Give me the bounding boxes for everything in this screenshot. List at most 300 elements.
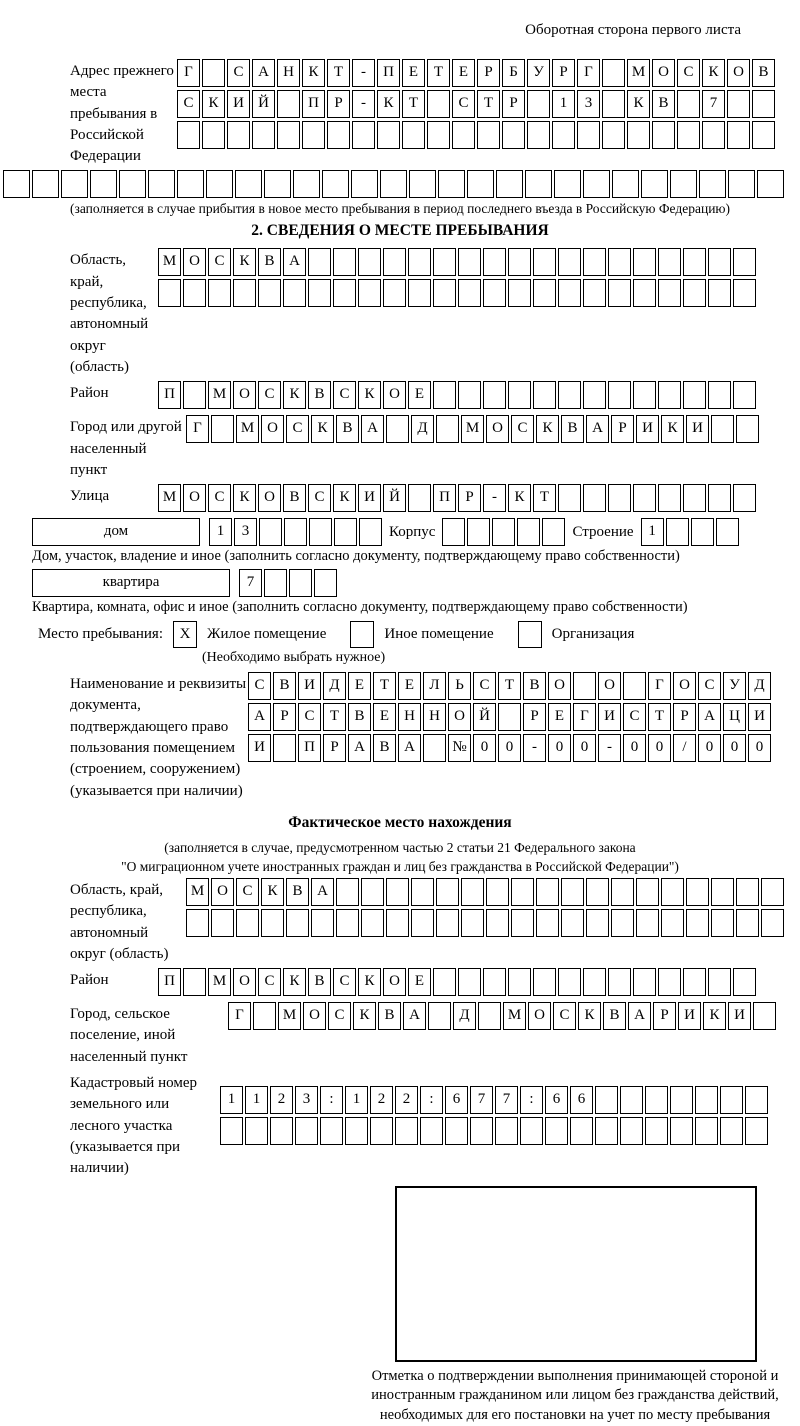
char-box: :	[420, 1086, 443, 1114]
char-box: П	[298, 734, 321, 762]
char-box: В	[283, 484, 306, 512]
char-box: О	[261, 415, 284, 443]
char-box	[438, 170, 465, 198]
char-box: К	[283, 968, 306, 996]
char-box	[345, 1117, 368, 1145]
char-box	[386, 415, 409, 443]
char-box	[483, 279, 506, 307]
char-box	[683, 381, 706, 409]
char-box: -	[523, 734, 546, 762]
char-box	[583, 484, 606, 512]
char-box: К	[661, 415, 684, 443]
char-box	[645, 1117, 668, 1145]
char-box: К	[233, 484, 256, 512]
document-row-1	[248, 672, 773, 700]
char-box	[245, 1117, 268, 1145]
char-box	[727, 121, 750, 149]
char-box	[641, 170, 668, 198]
char-box	[691, 518, 714, 546]
option-other-premises-label: Иное помещение	[384, 626, 494, 643]
char-box	[458, 279, 481, 307]
char-box	[235, 170, 262, 198]
char-box: Г	[228, 1002, 251, 1030]
char-box	[461, 878, 484, 906]
apartment-number-grid	[239, 569, 339, 591]
char-box	[402, 121, 425, 149]
char-box	[220, 1117, 243, 1145]
char-box: О	[548, 672, 571, 700]
char-box	[420, 1117, 443, 1145]
char-box: И	[227, 90, 250, 118]
actual-district-row	[158, 968, 758, 996]
char-box	[442, 518, 465, 546]
char-box	[273, 734, 296, 762]
char-box	[461, 909, 484, 937]
char-box	[757, 170, 784, 198]
char-box: В	[348, 703, 371, 731]
char-box: П	[377, 59, 400, 87]
char-box: М	[186, 878, 209, 906]
char-box: Р	[458, 484, 481, 512]
char-box: В	[273, 672, 296, 700]
char-box	[264, 569, 287, 597]
char-box: С	[227, 59, 250, 87]
char-box	[445, 1117, 468, 1145]
char-box: Р	[273, 703, 296, 731]
char-box	[711, 909, 734, 937]
char-box: О	[448, 703, 471, 731]
char-box	[542, 518, 565, 546]
char-box: В	[603, 1002, 626, 1030]
char-box: 0	[548, 734, 571, 762]
char-box	[264, 170, 291, 198]
char-box: 0	[748, 734, 771, 762]
char-box	[336, 909, 359, 937]
char-box: О	[233, 381, 256, 409]
char-box	[211, 415, 234, 443]
char-box: В	[258, 248, 281, 276]
char-box: Т	[533, 484, 556, 512]
document-row-3	[248, 734, 773, 762]
char-box: Б	[502, 59, 525, 87]
char-box: С	[553, 1002, 576, 1030]
char-box	[202, 121, 225, 149]
char-box	[558, 381, 581, 409]
char-box: А	[252, 59, 275, 87]
char-box	[658, 381, 681, 409]
char-box	[358, 248, 381, 276]
char-box: М	[627, 59, 650, 87]
char-box	[608, 279, 631, 307]
char-box: В	[652, 90, 675, 118]
char-box	[586, 909, 609, 937]
char-box	[733, 968, 756, 996]
char-box: К	[283, 381, 306, 409]
char-box	[508, 381, 531, 409]
char-box: 0	[723, 734, 746, 762]
char-box: А	[586, 415, 609, 443]
char-box	[570, 1117, 593, 1145]
char-box	[602, 90, 625, 118]
char-box	[202, 59, 225, 87]
char-box: Г	[186, 415, 209, 443]
char-box	[334, 518, 357, 546]
char-box: П	[158, 968, 181, 996]
char-box: И	[748, 703, 771, 731]
char-box: О	[258, 484, 281, 512]
char-box	[608, 248, 631, 276]
char-box	[670, 1086, 693, 1114]
char-box: В	[308, 968, 331, 996]
char-box	[554, 170, 581, 198]
char-box: С	[298, 703, 321, 731]
char-box	[545, 1117, 568, 1145]
char-box: С	[698, 672, 721, 700]
char-box: Н	[277, 59, 300, 87]
char-box	[699, 170, 726, 198]
char-box: П	[302, 90, 325, 118]
char-box: О	[598, 672, 621, 700]
house-number-grid	[209, 518, 384, 540]
house-line	[32, 518, 755, 546]
char-box: 3	[295, 1086, 318, 1114]
confirmation-stamp-box	[395, 1186, 757, 1362]
field-district	[70, 381, 755, 412]
char-box: Р	[552, 59, 575, 87]
char-box: Е	[402, 59, 425, 87]
char-box: П	[433, 484, 456, 512]
char-box	[289, 569, 312, 597]
char-box	[586, 878, 609, 906]
char-box	[633, 279, 656, 307]
previous-address-row-3	[177, 121, 777, 149]
char-box	[119, 170, 146, 198]
char-box	[733, 248, 756, 276]
char-box	[536, 909, 559, 937]
char-box: С	[208, 248, 231, 276]
char-box: М	[503, 1002, 526, 1030]
char-box: -	[483, 484, 506, 512]
char-box	[302, 121, 325, 149]
char-box: С	[328, 1002, 351, 1030]
char-box	[233, 279, 256, 307]
char-box	[695, 1086, 718, 1114]
previous-address-label: Адрес прежнего места пребывания в Российской Федерации	[70, 63, 174, 165]
char-box	[436, 909, 459, 937]
char-box	[612, 170, 639, 198]
char-box	[436, 878, 459, 906]
char-box	[533, 968, 556, 996]
char-box: А	[698, 703, 721, 731]
char-box: И	[636, 415, 659, 443]
char-box	[633, 968, 656, 996]
char-box	[683, 484, 706, 512]
char-box	[733, 484, 756, 512]
char-box: С	[333, 968, 356, 996]
char-box	[370, 1117, 393, 1145]
char-box: 6	[545, 1086, 568, 1114]
char-box	[433, 248, 456, 276]
char-box: С	[208, 484, 231, 512]
char-box	[409, 170, 436, 198]
char-box: 7	[470, 1086, 493, 1114]
char-box: М	[236, 415, 259, 443]
char-box	[708, 279, 731, 307]
char-box: Т	[323, 703, 346, 731]
char-box: В	[373, 734, 396, 762]
char-box: №	[448, 734, 471, 762]
char-box: 0	[498, 734, 521, 762]
char-box: О	[727, 59, 750, 87]
char-box	[206, 170, 233, 198]
char-box	[486, 878, 509, 906]
char-box: К	[536, 415, 559, 443]
char-box	[277, 121, 300, 149]
char-box	[308, 279, 331, 307]
option-organization-label: Организация	[551, 626, 635, 643]
char-box	[677, 121, 700, 149]
char-box	[695, 1117, 718, 1145]
char-box: Р	[611, 415, 634, 443]
char-box: 2	[370, 1086, 393, 1114]
char-box	[478, 1002, 501, 1030]
char-box	[716, 518, 739, 546]
char-box	[383, 279, 406, 307]
char-box: 0	[473, 734, 496, 762]
char-box	[252, 121, 275, 149]
char-box: А	[361, 415, 384, 443]
actual-region-label: Область, край, республика, автономный округ (область)	[70, 881, 169, 962]
char-box: 0	[698, 734, 721, 762]
char-box	[495, 1117, 518, 1145]
char-box	[583, 248, 606, 276]
char-box	[708, 248, 731, 276]
char-box: 7	[239, 569, 262, 597]
apartment-line	[32, 569, 755, 597]
char-box	[652, 121, 675, 149]
char-box	[527, 90, 550, 118]
actual-region-row-1	[186, 878, 786, 906]
char-box: Д	[453, 1002, 476, 1030]
district-label: Район	[70, 385, 109, 402]
char-box: Й	[252, 90, 275, 118]
char-box	[602, 59, 625, 87]
char-box: -	[598, 734, 621, 762]
char-box	[436, 415, 459, 443]
char-box	[608, 484, 631, 512]
char-box	[727, 90, 750, 118]
char-box	[286, 909, 309, 937]
char-box	[623, 672, 646, 700]
char-box: О	[673, 672, 696, 700]
char-box: 6	[445, 1086, 468, 1114]
char-box	[511, 909, 534, 937]
previous-address-note: (заполняется в случае прибытия в новое место пребывания в период последнего въезда в Российскую Федерацию)	[69, 201, 731, 217]
char-box	[380, 170, 407, 198]
char-box: К	[377, 90, 400, 118]
char-box	[293, 170, 320, 198]
char-box: Е	[548, 703, 571, 731]
char-box: 3	[577, 90, 600, 118]
char-box	[677, 90, 700, 118]
char-box: С	[452, 90, 475, 118]
char-box	[633, 248, 656, 276]
char-box: С	[511, 415, 534, 443]
section-2-title: 2. СВЕДЕНИЯ О МЕСТЕ ПРЕБЫВАНИЯ	[251, 222, 549, 240]
char-box: Е	[373, 703, 396, 731]
char-box	[470, 1117, 493, 1145]
char-box	[577, 121, 600, 149]
char-box: И	[298, 672, 321, 700]
char-box	[552, 121, 575, 149]
char-box: 1	[220, 1086, 243, 1114]
char-box: О	[383, 968, 406, 996]
option-residential-label: Жилое помещение	[207, 626, 327, 643]
char-box: 6	[570, 1086, 593, 1114]
char-box	[502, 121, 525, 149]
checkbox-organization	[518, 621, 542, 648]
char-box: К	[311, 415, 334, 443]
char-box: Р	[477, 59, 500, 87]
char-box	[236, 909, 259, 937]
field-actual-region	[70, 878, 755, 965]
char-box: А	[311, 878, 334, 906]
char-box: Р	[673, 703, 696, 731]
char-box	[433, 381, 456, 409]
char-box	[32, 170, 59, 198]
char-box	[636, 878, 659, 906]
char-box	[359, 518, 382, 546]
char-box	[483, 968, 506, 996]
char-box: Е	[348, 672, 371, 700]
char-box	[711, 415, 734, 443]
char-box	[525, 170, 552, 198]
char-box	[527, 121, 550, 149]
actual-city-row	[228, 1002, 778, 1030]
char-box	[258, 279, 281, 307]
char-box: Т	[498, 672, 521, 700]
char-box	[636, 909, 659, 937]
char-box	[395, 1117, 418, 1145]
char-box: 1	[552, 90, 575, 118]
char-box	[761, 878, 784, 906]
char-box	[336, 878, 359, 906]
char-box: О	[183, 248, 206, 276]
char-box	[661, 878, 684, 906]
char-box: 7	[702, 90, 725, 118]
char-box	[733, 381, 756, 409]
char-box: Е	[398, 672, 421, 700]
char-box: М	[158, 248, 181, 276]
page-side-note: Оборотная сторона первого листа	[525, 22, 741, 38]
char-box	[408, 248, 431, 276]
korpus-label: Корпус	[389, 524, 436, 541]
char-box: А	[283, 248, 306, 276]
char-box	[708, 484, 731, 512]
char-box	[90, 170, 117, 198]
char-box	[752, 121, 775, 149]
char-box	[533, 381, 556, 409]
char-box: Р	[327, 90, 350, 118]
char-box	[508, 968, 531, 996]
char-box	[177, 170, 204, 198]
char-box	[633, 381, 656, 409]
char-box: Т	[327, 59, 350, 87]
char-box: И	[248, 734, 271, 762]
char-box	[736, 909, 759, 937]
region-row-1	[158, 248, 758, 276]
char-box: Е	[452, 59, 475, 87]
char-box: К	[508, 484, 531, 512]
char-box	[745, 1117, 768, 1145]
char-box: К	[233, 248, 256, 276]
char-box: А	[348, 734, 371, 762]
char-box	[711, 878, 734, 906]
char-box: О	[183, 484, 206, 512]
cadastral-row-2	[220, 1117, 770, 1145]
char-box	[253, 1002, 276, 1030]
char-box: Д	[323, 672, 346, 700]
char-box	[683, 968, 706, 996]
city-row	[186, 415, 761, 443]
char-box: В	[286, 878, 309, 906]
char-box	[658, 968, 681, 996]
actual-district-label: Район	[70, 972, 109, 989]
char-box	[386, 878, 409, 906]
char-box	[558, 279, 581, 307]
char-box	[508, 279, 531, 307]
char-box	[411, 909, 434, 937]
char-box	[517, 518, 540, 546]
char-box	[483, 248, 506, 276]
char-box	[496, 170, 523, 198]
char-box: Й	[383, 484, 406, 512]
char-box	[736, 878, 759, 906]
char-box	[670, 170, 697, 198]
char-box	[511, 878, 534, 906]
char-box: С	[677, 59, 700, 87]
char-box	[61, 170, 88, 198]
char-box: К	[702, 59, 725, 87]
char-box	[148, 170, 175, 198]
char-box	[177, 121, 200, 149]
field-previous-address	[70, 59, 769, 167]
char-box: 2	[270, 1086, 293, 1114]
char-box: Т	[477, 90, 500, 118]
char-box	[227, 121, 250, 149]
char-box	[333, 279, 356, 307]
char-box: И	[598, 703, 621, 731]
char-box: Д	[411, 415, 434, 443]
char-box	[620, 1086, 643, 1114]
char-box	[383, 248, 406, 276]
char-box	[358, 279, 381, 307]
char-box	[708, 968, 731, 996]
char-box	[558, 968, 581, 996]
street-label: Улица	[70, 488, 110, 505]
char-box: 0	[648, 734, 671, 762]
char-box: Т	[373, 672, 396, 700]
previous-address-row-2	[177, 90, 777, 118]
char-box	[561, 909, 584, 937]
char-box	[183, 381, 206, 409]
char-box	[295, 1117, 318, 1145]
char-box: М	[158, 484, 181, 512]
char-box: -	[352, 90, 375, 118]
checkbox-other-premises	[350, 621, 374, 648]
char-box: К	[703, 1002, 726, 1030]
char-box	[386, 909, 409, 937]
